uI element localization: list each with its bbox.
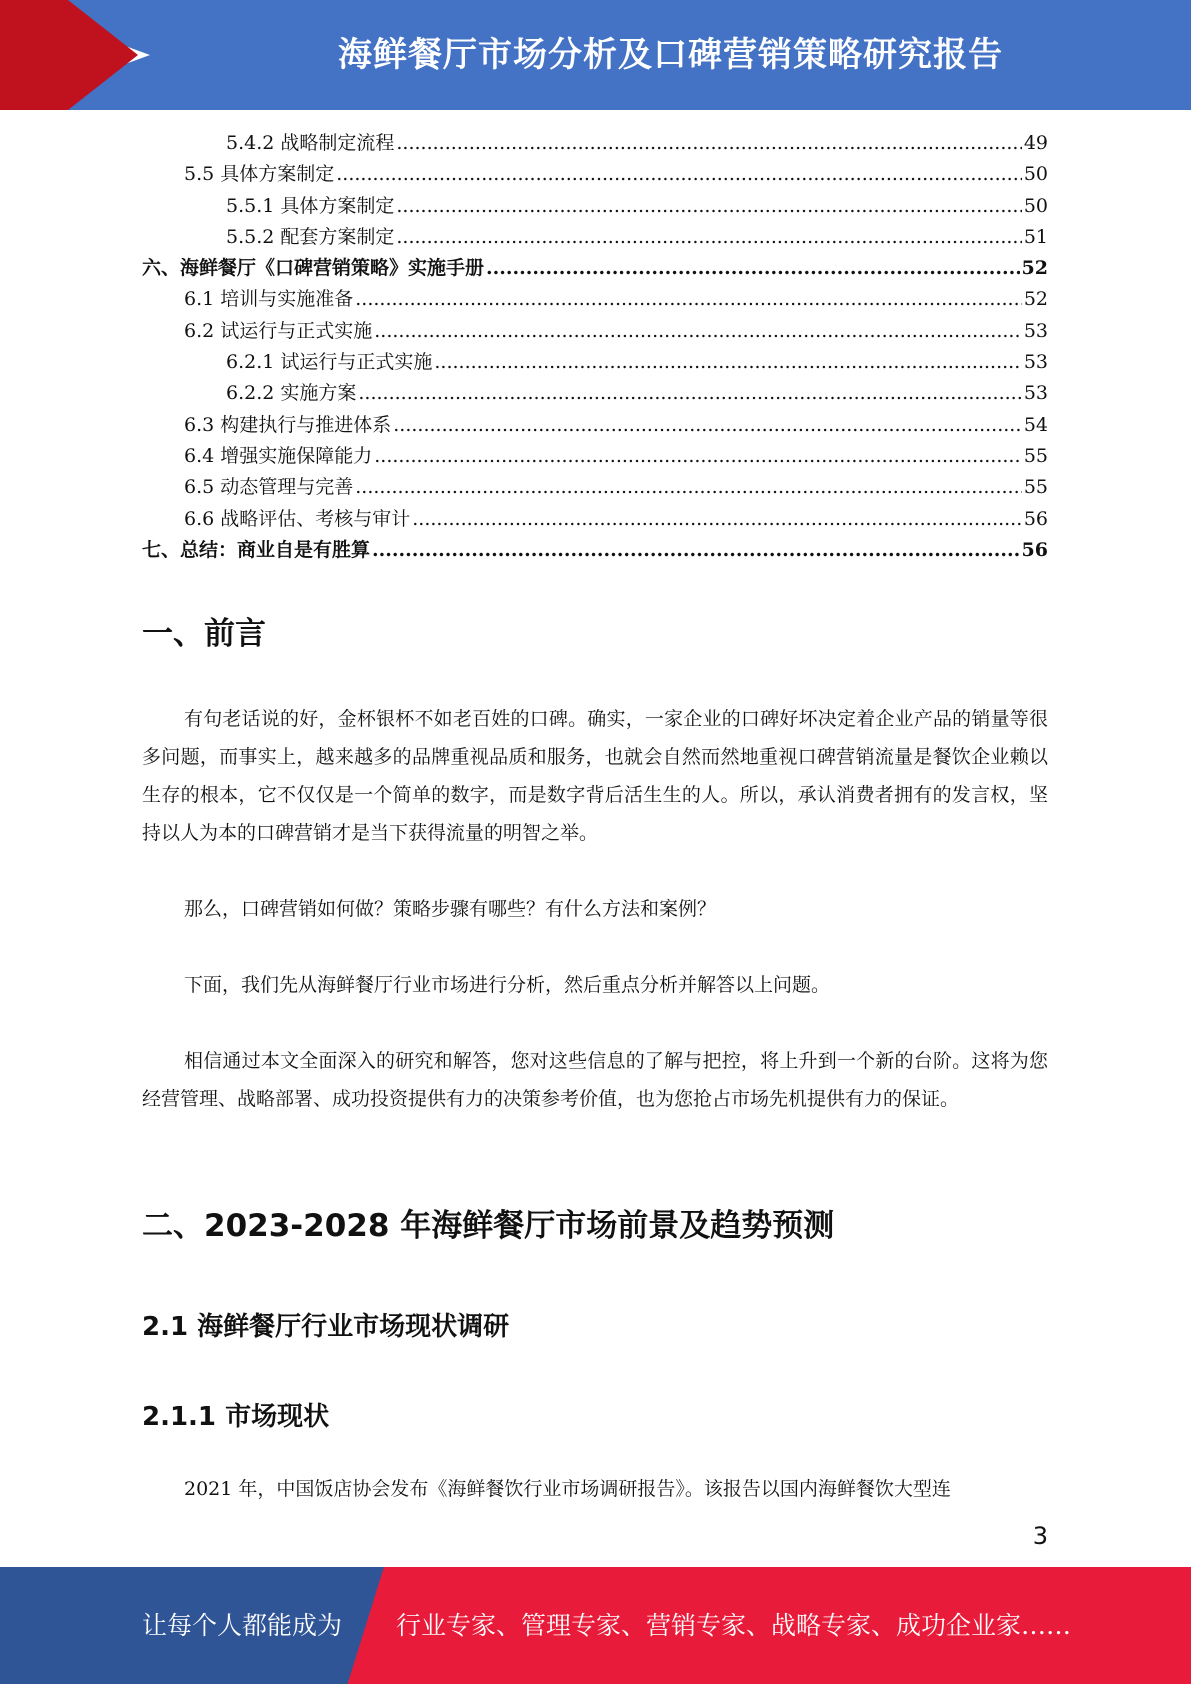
- toc-entry-title: 5.5 具体方案制定: [184, 163, 335, 186]
- toc-entry[interactable]: [142, 191, 1048, 222]
- toc-entry-title: 5.5.1 具体方案制定: [226, 194, 395, 217]
- toc-leader-dots: [336, 163, 1022, 185]
- toc-leader-dots: [396, 195, 1021, 217]
- toc-entry-page: 53: [1023, 382, 1048, 405]
- page-number: 3: [1032, 1522, 1048, 1550]
- header-arrow-block: [0, 0, 68, 110]
- toc-entry[interactable]: [142, 378, 1048, 409]
- toc-leader-dots: [396, 226, 1021, 248]
- toc-entry-page: 55: [1023, 444, 1048, 467]
- toc-entry-title: 6.5 动态管理与完善: [184, 476, 354, 499]
- toc-leader-dots: [372, 539, 1020, 561]
- toc-entry[interactable]: [142, 316, 1048, 347]
- toc-entry[interactable]: [142, 128, 1048, 159]
- table-of-contents: [142, 128, 1048, 566]
- toc-leader-dots: [396, 132, 1021, 154]
- subsection-heading-market-survey: 2.1 海鲜餐厅行业市场现状调研: [142, 1312, 510, 1342]
- market-status-paragraph: 2021 年，中国饭店协会发布《海鲜餐饮行业市场调研报告》。该报告以国内海鲜餐饮大型连: [184, 1478, 951, 1500]
- toc-entry-page: 53: [1023, 319, 1048, 342]
- toc-entry[interactable]: [142, 441, 1048, 472]
- toc-entry-page: 56: [1021, 538, 1048, 561]
- toc-leader-dots: [374, 320, 1022, 342]
- toc-entry-title: 5.5.2 配套方案制定: [226, 225, 395, 248]
- toc-entry-title: 6.2.1 试运行与正式实施: [226, 351, 433, 374]
- toc-entry-title: 6.1 培训与实施准备: [184, 288, 354, 311]
- section-heading-preface: 一、前言: [142, 616, 266, 652]
- report-title: 海鲜餐厅市场分析及口碑营销策略研究报告: [338, 35, 1003, 75]
- toc-entry[interactable]: [142, 504, 1048, 535]
- toc-leader-dots: [355, 476, 1022, 498]
- toc-leader-dots: [412, 508, 1022, 530]
- toc-entry-page: 52: [1023, 288, 1048, 311]
- toc-entry-page: 50: [1023, 163, 1048, 186]
- toc-entry-page: 56: [1023, 507, 1048, 530]
- toc-entry-title: 七、总结：商业自是有胜算: [142, 538, 371, 561]
- toc-entry-title: 6.4 增强实施保障能力: [184, 444, 373, 467]
- toc-leader-dots: [434, 351, 1021, 373]
- toc-entry[interactable]: [142, 159, 1048, 190]
- toc-entry[interactable]: [142, 410, 1048, 441]
- toc-leader-dots: [486, 257, 1020, 279]
- preface-paragraph-4: 相信通过本文全面深入的研究和解答，您对这些信息的了解与把控，将上升到一个新的台阶。这将为您经营管理、战略部署、成功投资提供有力的决策参考价值，也为您抢占市场先机提供有力的保证。: [142, 1050, 1048, 1110]
- toc-entry-page: 50: [1023, 194, 1048, 217]
- toc-entry[interactable]: [142, 347, 1048, 378]
- header-arrow-tip: [68, 0, 138, 110]
- toc-entry-title: 6.2 试运行与正式实施: [184, 319, 373, 342]
- toc-leader-dots: [358, 382, 1021, 404]
- page-header: [0, 0, 1191, 110]
- section-heading-forecast: 二、2023-2028 年海鲜餐厅市场前景及趋势预测: [142, 1208, 835, 1244]
- toc-entry-page: 52: [1021, 257, 1048, 280]
- toc-entry-page: 49: [1023, 132, 1048, 154]
- page-footer: [0, 1567, 1191, 1684]
- toc-entry-page: 54: [1023, 413, 1048, 436]
- toc-leader-dots: [393, 414, 1022, 436]
- toc-entry[interactable]: [142, 284, 1048, 315]
- preface-paragraph-1: 有句老话说的好，金杯银杯不如老百姓的口碑。确实，一家企业的口碑好坏决定着企业产品的销量等很多问题，而事实上，越来越多的品牌重视品质和服务，也就会自然而然地重视口碑营销流量是餐饮企业赖以生存的根本，它不仅仅是一个简单的数字，而是数字背后活生生的人。所以，承认消费者拥有的发言权，坚持以人为本的口碑营销才是当下获得流量的明智之举。: [142, 708, 1048, 844]
- toc-leader-dots: [355, 288, 1022, 310]
- preface-paragraph-3: 下面，我们先从海鲜餐厅行业市场进行分析，然后重点分析并解答以上问题。: [184, 974, 831, 996]
- toc-entry-title: 六、海鲜餐厅《口碑营销策略》实施手册: [142, 257, 485, 280]
- toc-entry[interactable]: [142, 253, 1048, 284]
- toc-entry-title: 5.4.2 战略制定流程: [226, 132, 395, 154]
- toc-entry-page: 55: [1023, 476, 1048, 499]
- subsection-heading-market-status: 2.1.1 市场现状: [142, 1402, 330, 1432]
- toc-entry-title: 6.6 战略评估、考核与审计: [184, 507, 411, 530]
- footer-slogan-left: 让每个人都能成为: [142, 1611, 343, 1640]
- toc-entry-page: 51: [1023, 225, 1048, 248]
- toc-entry[interactable]: [142, 222, 1048, 253]
- toc-entry-title: 6.2.2 实施方案: [226, 382, 357, 405]
- preface-paragraph-2: 那么，口碑营销如何做？策略步骤有哪些？有什么方法和案例？: [184, 898, 717, 920]
- toc-leader-dots: [374, 445, 1022, 467]
- toc-entry-title: 6.3 构建执行与推进体系: [184, 413, 392, 436]
- toc-entry[interactable]: [142, 535, 1048, 566]
- toc-entry-page: 53: [1023, 351, 1048, 374]
- footer-slogan-right: 行业专家、管理专家、营销专家、战略专家、成功企业家……: [396, 1611, 1072, 1640]
- toc-entry[interactable]: [142, 472, 1048, 503]
